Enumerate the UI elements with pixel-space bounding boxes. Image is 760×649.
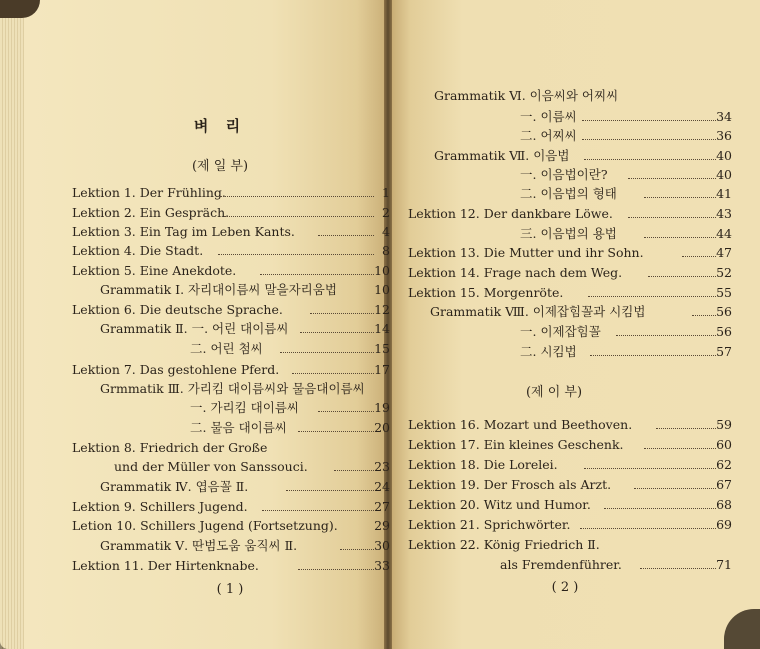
toc-page-number: 34 bbox=[716, 109, 732, 124]
toc-row bbox=[72, 183, 390, 202]
toc-entry-label: 一. 이음법이란? bbox=[520, 167, 608, 182]
toc-row bbox=[520, 224, 732, 243]
toc-page-number: 41 bbox=[716, 186, 732, 201]
toc-row bbox=[72, 360, 390, 379]
toc-entry-label: Lektion 2. Ein Gespräch. bbox=[72, 205, 230, 220]
toc-entry-label: Lektion 3. Ein Tag im Leben Kants. bbox=[72, 224, 295, 239]
toc-page-number: 40 bbox=[716, 167, 732, 182]
toc-page-number: 60 bbox=[716, 437, 732, 452]
toc-entry-label: Lektion 8. Friedrich der Große bbox=[72, 440, 268, 455]
toc-entry-label: Lektion 15. Morgenröte. bbox=[408, 285, 564, 300]
toc-row bbox=[430, 302, 732, 321]
toc-page-number: 15 bbox=[374, 341, 390, 356]
toc-entry-label: Lektion 16. Mozart und Beethoven. bbox=[408, 417, 633, 432]
toc-row bbox=[520, 107, 732, 126]
toc-row bbox=[408, 283, 732, 302]
toc-row bbox=[72, 497, 390, 516]
toc-page-number: 8 bbox=[382, 243, 390, 258]
part-one-heading: (제 일 부) bbox=[191, 159, 249, 174]
toc-entry-label: Lektion 17. Ein kleines Geschenk. bbox=[408, 437, 624, 452]
toc-entry-label: Grammatik Ⅶ. 이음법 bbox=[434, 148, 570, 163]
toc-row bbox=[408, 243, 732, 262]
toc-page-number: 55 bbox=[716, 285, 732, 300]
toc-row bbox=[190, 339, 390, 358]
toc-row bbox=[434, 86, 744, 105]
toc-row bbox=[72, 438, 390, 457]
toc-entry-label: Lektion 4. Die Stadt. bbox=[72, 243, 204, 258]
toc-entry-label: 二. 이음법의 형태 bbox=[520, 186, 617, 201]
toc-entry-label: 二. 시킴법 bbox=[520, 344, 577, 359]
toc-page-number: 10 bbox=[374, 282, 390, 297]
toc-row bbox=[500, 555, 732, 574]
toc-entry-label: Lektion 6. Die deutsche Sprache. bbox=[72, 302, 283, 317]
toc-page-number: 23 bbox=[374, 459, 390, 474]
page-edge bbox=[0, 0, 24, 649]
toc-page-number: 12 bbox=[374, 302, 390, 317]
toc-entry-label: Grammatik Ⅷ. 이제잡힘꼴과 시킴법 bbox=[430, 304, 646, 319]
page-number-footer: ( 2 ) bbox=[551, 580, 579, 595]
toc-row bbox=[100, 477, 390, 496]
toc-entry-label: Lektion 5. Eine Anekdote. bbox=[72, 263, 237, 278]
toc-page-number: 24 bbox=[374, 479, 390, 494]
toc-entry-label: Grammatik Ⅱ. 一. 어린 대이름씨 bbox=[100, 321, 289, 336]
toc-entry-label: 二. 물음 대이름씨 bbox=[190, 420, 287, 435]
toc-page-number: 20 bbox=[374, 420, 390, 435]
toc-row bbox=[408, 415, 732, 434]
toc-page-number: 29 bbox=[374, 518, 390, 533]
toc-entry-label: Lektion 21. Sprichwörter. bbox=[408, 517, 571, 532]
toc-page-number: 47 bbox=[716, 245, 732, 260]
toc-row bbox=[72, 300, 390, 319]
toc-row bbox=[72, 203, 390, 222]
toc-entry-label: Grammatik Ⅵ. 이음씨와 어찌씨 bbox=[434, 88, 619, 103]
toc-row bbox=[520, 342, 732, 361]
toc-row bbox=[520, 126, 732, 145]
toc-row bbox=[100, 319, 390, 338]
toc-entry-label: Lektion 1. Der Frühling. bbox=[72, 185, 226, 200]
toc-entry-label: Lektion 7. Das gestohlene Pferd. bbox=[72, 362, 280, 377]
toc-row bbox=[520, 184, 732, 203]
toc-row bbox=[72, 556, 390, 575]
toc-row bbox=[408, 535, 732, 554]
toc-entry-label: Lektion 22. König Friedrich Ⅱ. bbox=[408, 537, 600, 552]
toc-entry-label: Lektion 13. Die Mutter und ihr Sohn. bbox=[408, 245, 644, 260]
toc-page-number: 67 bbox=[716, 477, 732, 492]
toc-entry-label: 二. 어린 첨씨 bbox=[190, 341, 263, 356]
toc-page-number: 14 bbox=[374, 321, 390, 336]
toc-page-number: 71 bbox=[716, 557, 732, 572]
toc-page-number: 40 bbox=[716, 148, 732, 163]
part-two-heading: (제 이 부) bbox=[525, 385, 583, 400]
toc-page-number: 56 bbox=[716, 304, 732, 319]
toc-page-number: 62 bbox=[716, 457, 732, 472]
toc-entry-label: Lektion 19. Der Frosch als Arzt. bbox=[408, 477, 612, 492]
toc-page-number: 69 bbox=[716, 517, 732, 532]
toc-row bbox=[520, 322, 732, 341]
toc-row bbox=[100, 379, 390, 398]
toc-page-number: 17 bbox=[374, 362, 390, 377]
toc-page-number: 56 bbox=[716, 324, 732, 339]
toc-row bbox=[408, 204, 732, 223]
toc-row bbox=[190, 398, 390, 417]
toc-row bbox=[408, 495, 732, 514]
toc-entry-label: Grammatik Ⅳ. 엽음꼴 Ⅱ. bbox=[100, 479, 249, 494]
toc-row bbox=[72, 241, 390, 260]
toc-row bbox=[114, 457, 390, 476]
toc-page-number: 19 bbox=[374, 400, 390, 415]
toc-page-number: 57 bbox=[716, 344, 732, 359]
toc-title: 벼 리 bbox=[193, 117, 247, 135]
toc-entry-label: und der Müller von Sanssouci. bbox=[114, 459, 308, 474]
toc-page-number: 2 bbox=[382, 205, 390, 220]
toc-entry-label: Lektion 9. Schillers Jugend. bbox=[72, 499, 248, 514]
toc-row bbox=[408, 515, 732, 534]
toc-row bbox=[72, 516, 390, 535]
toc-entry-label: Letion 10. Schillers Jugend (Fortsetzung). bbox=[72, 518, 338, 533]
toc-row bbox=[434, 146, 732, 165]
toc-entry-label: Grammatik Ⅴ. 딴범도움 움직씨 Ⅱ. bbox=[100, 538, 298, 553]
toc-row bbox=[408, 455, 732, 474]
toc-row bbox=[408, 475, 732, 494]
toc-page-number: 43 bbox=[716, 206, 732, 221]
toc-row bbox=[408, 435, 732, 454]
toc-entry-label: Grmmatik Ⅲ. 가리킴 대이름씨와 물음대이름씨 bbox=[100, 381, 365, 396]
toc-entry-label: Lektion 18. Die Lorelei. bbox=[408, 457, 558, 472]
toc-page-number: 59 bbox=[716, 417, 732, 432]
toc-entry-label: 二. 어찌씨 bbox=[520, 128, 577, 143]
toc-page-number: 10 bbox=[374, 263, 390, 278]
toc-row bbox=[72, 261, 390, 280]
toc-page-number: 44 bbox=[716, 226, 732, 241]
toc-page-number: 33 bbox=[374, 558, 390, 573]
toc-page-number: 68 bbox=[716, 497, 732, 512]
toc-row bbox=[408, 263, 732, 282]
page-number-footer: ( 1 ) bbox=[216, 582, 244, 597]
toc-row bbox=[520, 165, 732, 184]
toc-page-number: 27 bbox=[374, 499, 390, 514]
toc-page-number: 1 bbox=[382, 185, 390, 200]
toc-entry-label: Lektion 14. Frage nach dem Weg. bbox=[408, 265, 623, 280]
toc-row bbox=[100, 280, 390, 299]
toc-entry-label: Lektion 20. Witz und Humor. bbox=[408, 497, 591, 512]
toc-entry-label: 三. 이음법의 용법 bbox=[520, 226, 617, 241]
toc-page-number: 4 bbox=[382, 224, 390, 239]
toc-row bbox=[72, 222, 390, 241]
toc-page-number: 52 bbox=[716, 265, 732, 280]
toc-entry-label: Lektion 11. Der Hirtenknabe. bbox=[72, 558, 259, 573]
toc-entry-label: 一. 이름씨 bbox=[520, 109, 577, 124]
toc-page-number: 30 bbox=[374, 538, 390, 553]
toc-page-number: 36 bbox=[716, 128, 732, 143]
toc-entry-label: 一. 가리킴 대이름씨 bbox=[190, 400, 299, 415]
toc-row bbox=[190, 418, 390, 437]
toc-entry-label: 一. 이제잡힘꼴 bbox=[520, 324, 601, 339]
toc-entry-label: Grammatik Ⅰ. 자리대이름씨 말을자리움법 bbox=[100, 282, 337, 297]
toc-entry-label: Lektion 12. Der dankbare Löwe. bbox=[408, 206, 613, 221]
toc-entry-label: als Fremdenführer. bbox=[500, 557, 622, 572]
toc-row bbox=[100, 536, 390, 555]
